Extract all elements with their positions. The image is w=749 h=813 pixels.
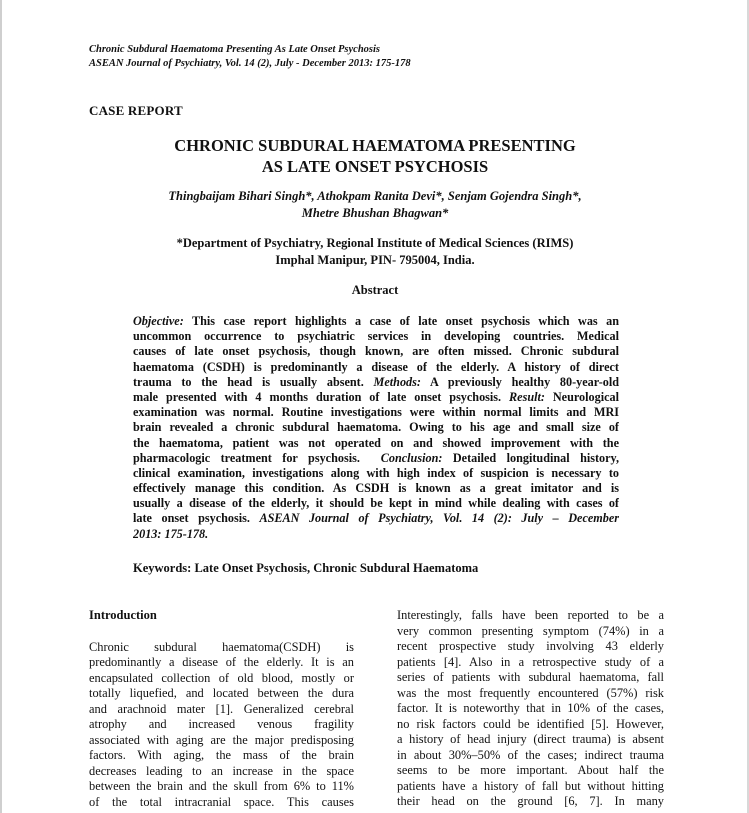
result-label: Result: [509, 389, 545, 404]
body-line: series of patients with subdural haematoma, fall [397, 670, 664, 684]
body-line: totally liquefied, and located between the dura [89, 686, 354, 700]
abstract-line: pharmacologic treatment for psychosis. Conclusion: Detailed longitudinal history, [133, 450, 619, 465]
objective-label: Objective: [133, 314, 184, 328]
body-line: decreases leading to an increase in the space [89, 763, 354, 778]
body-line: seems to be more important. About half the [397, 763, 664, 777]
abstract-line: usually a disease of the elderly, it should be kept in mind while dealing with cases of [133, 496, 619, 511]
section-label: CASE REPORT [89, 103, 183, 118]
body-line: Interestingly, falls have been reported to be a [397, 608, 664, 622]
body-line: encapsulated collection of old blood, mostly or [89, 670, 354, 685]
right-column [397, 608, 664, 810]
introduction-heading: Introduction [89, 608, 157, 622]
article-title-line-1: CHRONIC SUBDURAL HAEMATOMA PRESENTING [174, 136, 576, 155]
abstract-line: trauma to the head is usually absent. Methods: A previously healthy 80-year-old [133, 374, 619, 389]
abstract-line: brain revealed a chronic subdural haematoma. Owing to his age and small size of [133, 420, 619, 435]
body-line: between the brain and the skull from 6% to 11% [89, 779, 354, 793]
body-line: no risk factors could be identified [5]. However, [397, 716, 664, 731]
body-line: factors. With aging, the mass of the brain [89, 748, 354, 762]
body-line: patients have a history of fall but without hitting [397, 778, 664, 793]
abstract-line: Objective: This case report highlights a case of late onset psychosis which was an [133, 314, 619, 328]
abstract-heading: Abstract [351, 283, 399, 297]
abstract-line: haematoma (CSDH) is predominantly a disease of the elderly. A history of direct [133, 359, 619, 374]
left-column [89, 608, 354, 810]
body-line: a history of head injury (direct trauma) is absent [397, 732, 664, 746]
abstract-line: examination was normal. Routine investigations were within normal limits and MRI [133, 405, 619, 420]
body-line: predominantly a disease of the elderly. It is an [89, 655, 354, 669]
body-line: associated with aging are the major predisposing [89, 732, 354, 747]
affiliation-line-2: Imphal Manipur, PIN- 795004, India. [275, 253, 475, 267]
article-title-line-2: AS LATE ONSET PSYCHOSIS [261, 157, 489, 176]
running-head-title: Chronic Subdural Haematoma Presenting As Late Onset Psychosis [89, 44, 381, 55]
running-head [89, 43, 411, 71]
body-line: was the most frequently encountered (57%) risk [397, 685, 664, 700]
body-line: very common presenting symptom (74%) in a [397, 623, 664, 638]
authors-line-1: Thingbaijam Bihari Singh*, Athokpam Ranita Devi*, Senjam Gojendra Singh*, [168, 189, 582, 203]
body-line: of the total intracranial space. This causes [89, 794, 354, 809]
abstract-line: effectively manage this condition. As CSDH is known as a great imitator and is [133, 481, 619, 496]
abstract-line: male presented with 4 months duration of late onset psychosis. Result: Neurological [133, 389, 619, 404]
abstract-body [133, 314, 619, 542]
body-line: recent prospective study involving 43 elderly [397, 639, 664, 653]
abstract-line: uncommon occurrence to psychiatric services in developing countries. Medical [133, 329, 619, 344]
body-line: atrophy and increased venous fragility [89, 717, 354, 731]
keywords: Keywords: Late Onset Psychosis, Chronic Subdural Haematoma [133, 561, 479, 575]
article-title [60, 135, 690, 177]
body-line: patients [4]. Also in a retrospective study of a [397, 654, 664, 669]
abstract-line: causes of late onset psychosis, though known, are often missed. Chronic subdural [133, 344, 619, 359]
body-line: and arachnoid mater [1]. Generalized cerebral [89, 701, 354, 716]
authors-line-2: Mhetre Bhushan Bhagwan* [301, 206, 449, 220]
body-line: Chronic subdural haematoma(CSDH) is [89, 639, 354, 654]
body-line: their head on the ground [6, 7]. In many [397, 794, 664, 808]
affiliation-line-1: *Department of Psychiatry, Regional Institute of Medical Sciences (RIMS) [176, 236, 574, 250]
page-left-border [0, 0, 2, 813]
abstract-citation: ASEAN Journal of Psychiatry, Vol. 14 (2): July – December [259, 511, 619, 526]
conclusion-label: Conclusion: [380, 450, 443, 465]
body-line: factor. It is noteworthy that in 10% of the cases, [397, 701, 664, 715]
abstract-line: late onset psychosis. ASEAN Journal of Psychiatry, Vol. 14 (2): July – December [133, 511, 619, 526]
abstract-line: clinical examination, investigations along with high index of suspicion is necessary to [133, 465, 619, 480]
abstract-citation-end: 2013: 175-178. [133, 526, 209, 541]
abstract-line [133, 527, 619, 542]
methods-label: Methods: [373, 374, 421, 389]
running-head-citation: ASEAN Journal of Psychiatry, Vol. 14 (2), July - December 2013: 175-178 [89, 58, 411, 69]
body-line: in about 30%–50% of the cases; indirect trauma [397, 747, 664, 762]
authors [60, 188, 690, 222]
abstract-line: the haematoma, patient was not operated on and showed improvement with the [133, 435, 619, 450]
affiliation [60, 235, 690, 269]
